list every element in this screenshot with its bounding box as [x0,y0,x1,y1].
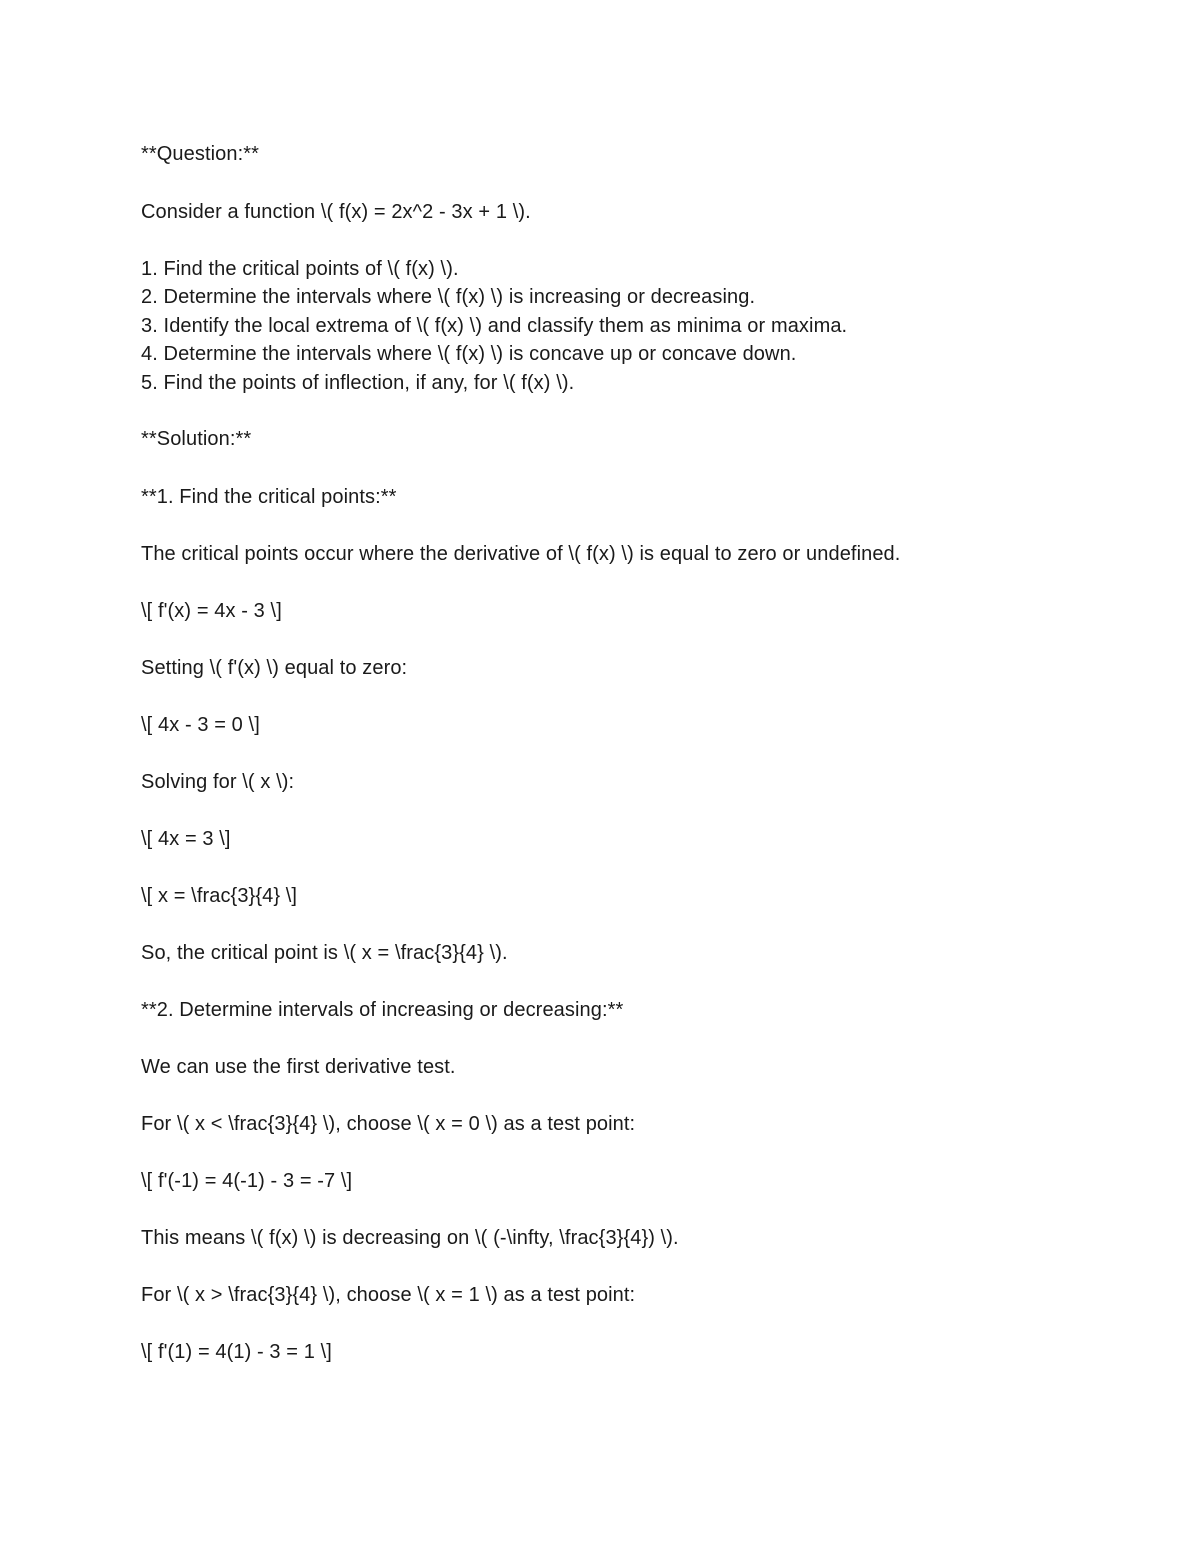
task-item: 4. Determine the intervals where \( f(x) \) is concave up or concave down. [141,343,797,365]
part1-equation: \[ x = \frac{3}{4} \] [141,885,298,907]
part2-text: For \( x < \frac{3}{4} \), choose \( x = 0 \) as a test point: [141,1113,636,1135]
part2-heading: **2. Determine intervals of increasing or decreasing:** [141,999,624,1021]
part1-text: Solving for \( x \): [141,771,295,793]
part2-equation: \[ f'(1) = 4(1) - 3 = 1 \] [141,1341,332,1363]
part1-equation: \[ 4x = 3 \] [141,828,231,850]
task-item: 5. Find the points of inflection, if any, for \( f(x) \). [141,372,575,394]
question-heading: **Question:** [141,143,260,165]
part1-heading: **1. Find the critical points:** [141,486,397,508]
part1-text: Setting \( f'(x) \) equal to zero: [141,657,408,679]
task-item: 3. Identify the local extrema of \( f(x) \) and classify them as minima or maxima. [141,315,848,337]
task-item: 1. Find the critical points of \( f(x) \). [141,258,459,280]
part1-equation: \[ f'(x) = 4x - 3 \] [141,600,282,622]
part1-text: So, the critical point is \( x = \frac{3}{4} \). [141,942,508,964]
question-intro: Consider a function \( f(x) = 2x^2 - 3x + 1 \). [141,201,531,223]
solution-heading: **Solution:** [141,428,252,450]
part2-text: We can use the first derivative test. [141,1056,456,1078]
part1-text: The critical points occur where the derivative of \( f(x) \) is equal to zero or undefined. [141,543,901,565]
part2-text: For \( x > \frac{3}{4} \), choose \( x = 1 \) as a test point: [141,1284,636,1306]
part1-equation: \[ 4x - 3 = 0 \] [141,714,260,736]
part2-text: This means \( f(x) \) is decreasing on \( (-\infty, \frac{3}{4}) \). [141,1227,679,1249]
task-item: 2. Determine the intervals where \( f(x) \) is increasing or decreasing. [141,286,756,308]
part2-equation: \[ f'(-1) = 4(-1) - 3 = -7 \] [141,1170,353,1192]
